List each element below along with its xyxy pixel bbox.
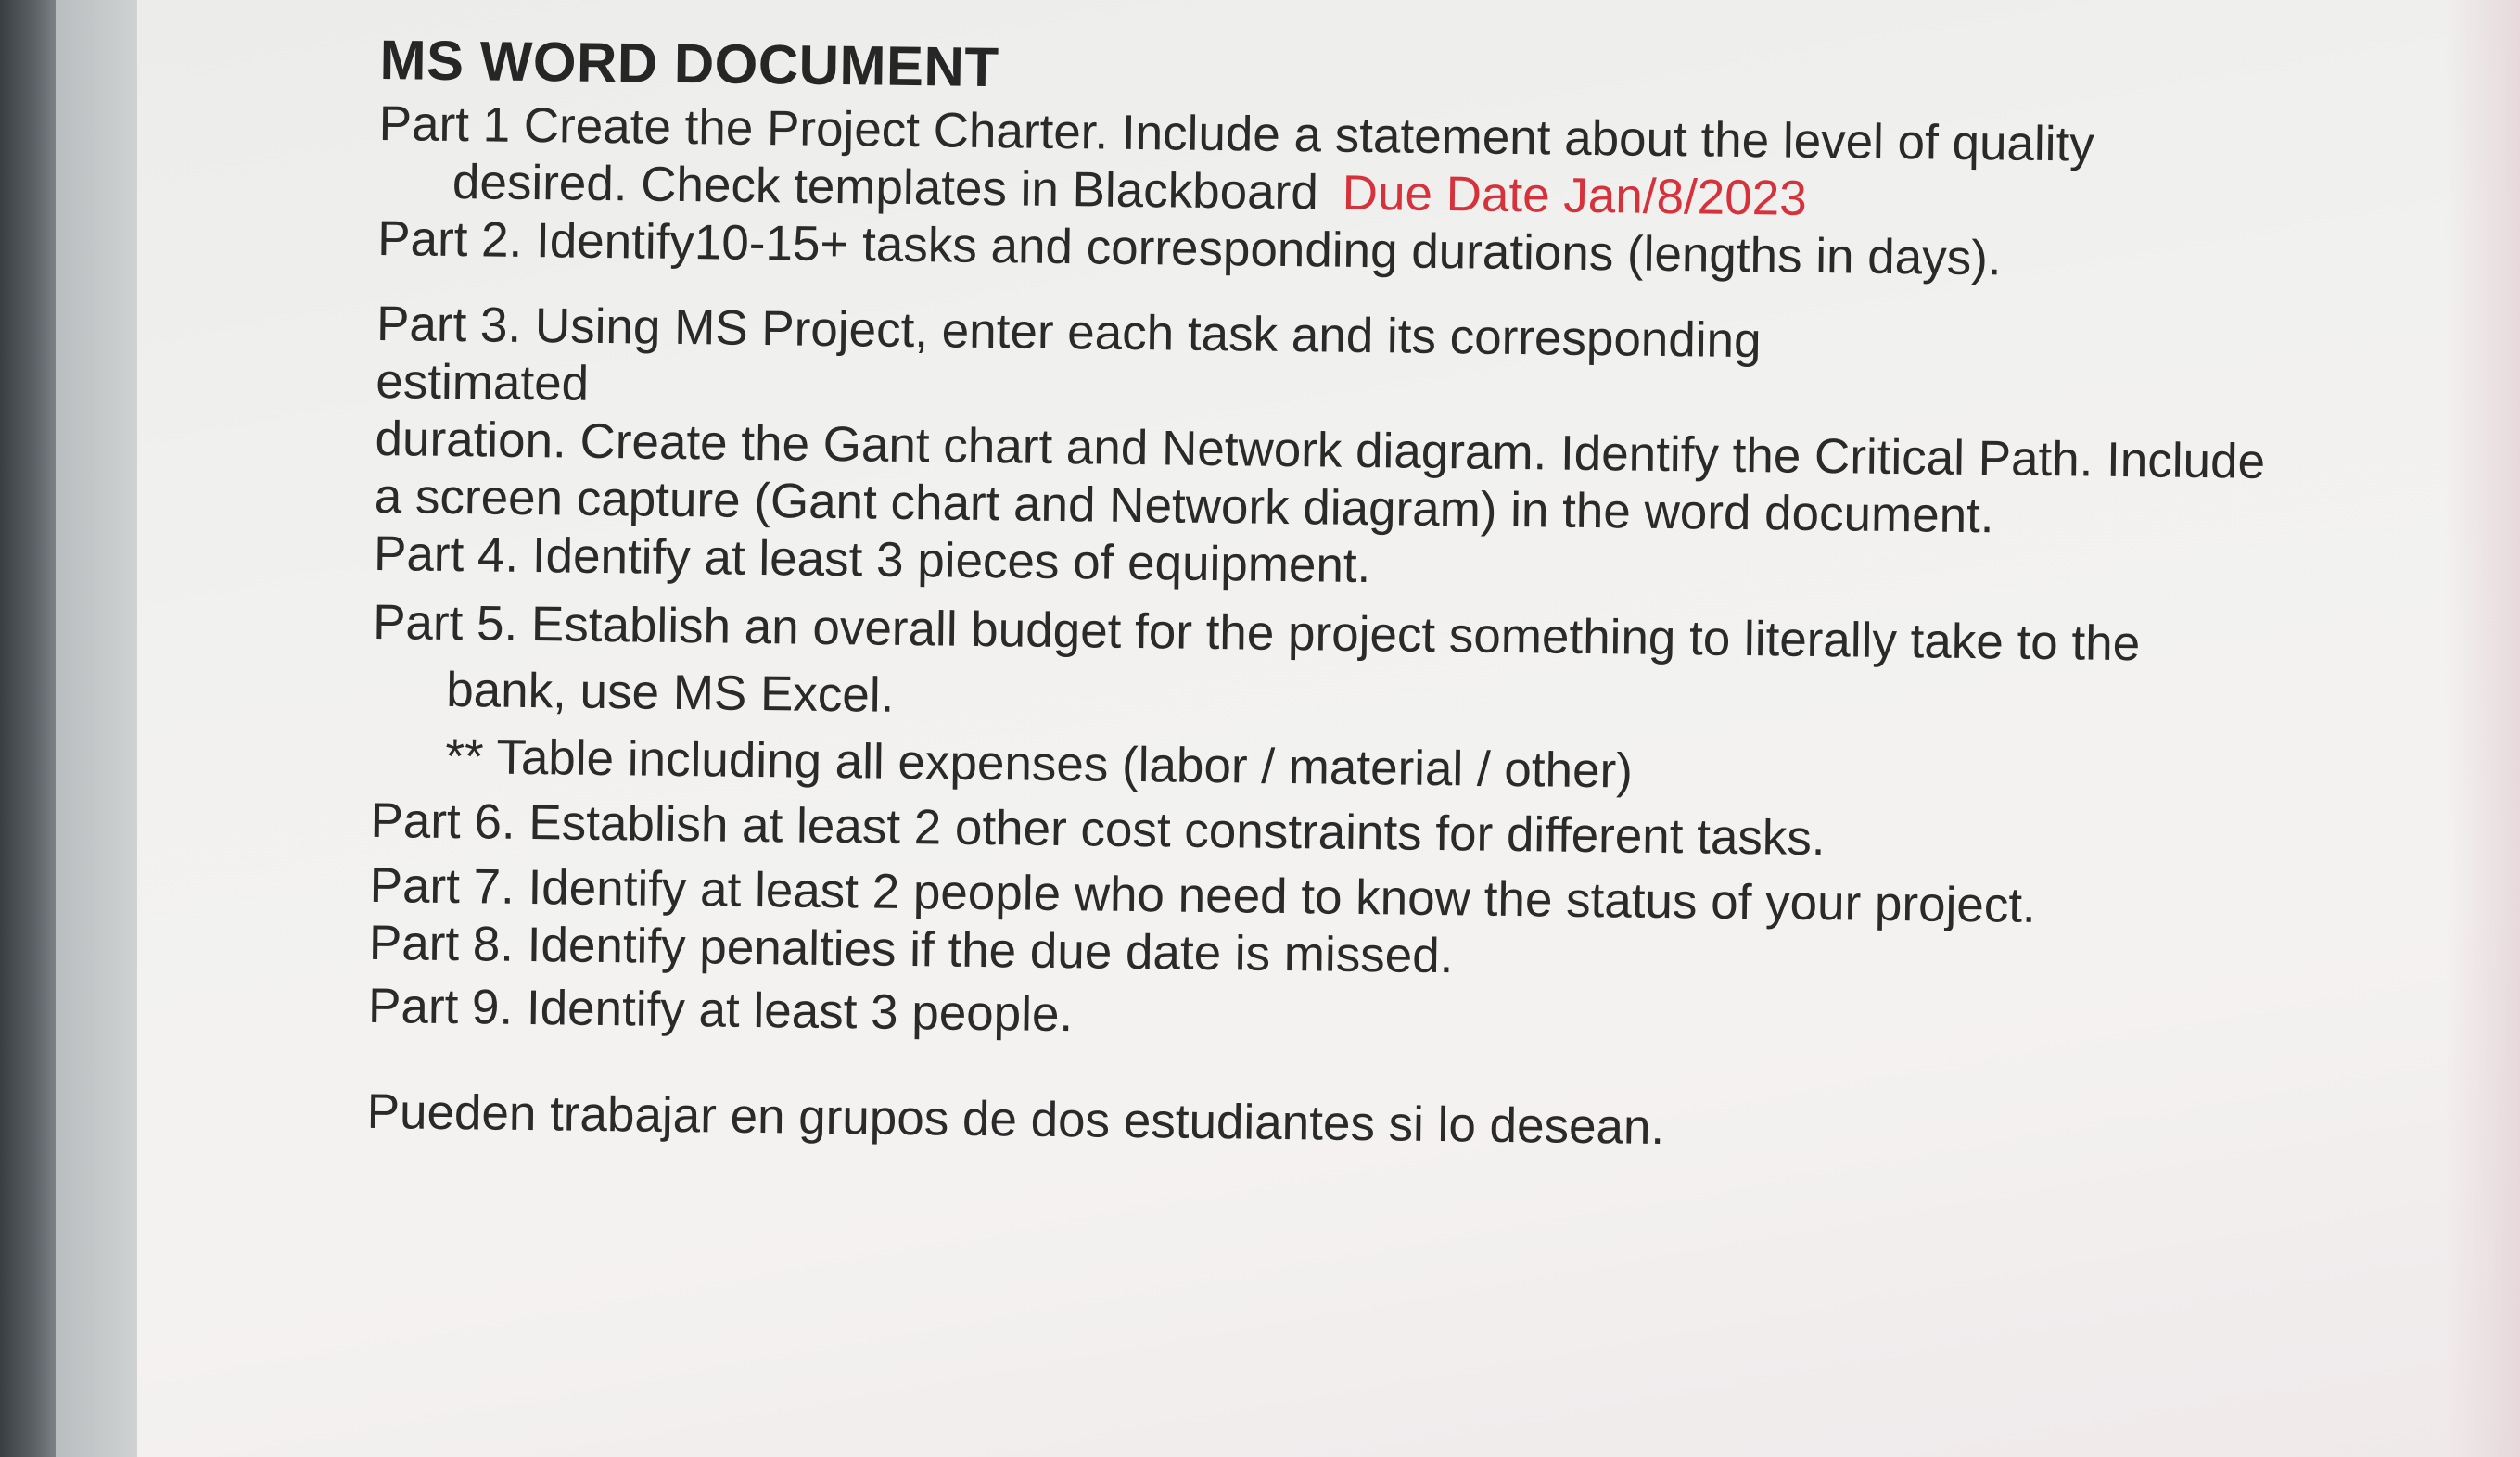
part3-line1: Part 3. Using MS Project, enter each task and its corresponding — [375, 296, 1762, 369]
part3-line2: estimated — [375, 353, 590, 412]
part9-line: Part 9. Identify at least 3 people. — [367, 978, 1074, 1043]
spanish-note: Pueden trabajar en grupos de dos estudiantes si lo desean. — [366, 1083, 1665, 1156]
part3-line4: a screen capture (Gant chart and Network diagram) in the word document. — [374, 468, 1994, 544]
part1-cont-text: desired. Check templates in Blackboard — [452, 154, 1319, 221]
monitor-bezel — [0, 0, 56, 1457]
window-frame — [56, 0, 139, 1457]
due-date: Due Date Jan/8/2023 — [1342, 165, 1808, 226]
document-title: MS WORD DOCUMENT — [379, 28, 999, 99]
part1-text: Part 1 Create the Project Charter. Include a statement about the level of quality — [378, 95, 2095, 172]
part4-line: Part 4. Identify at least 3 pieces of equipment. — [373, 526, 1371, 594]
part8-line: Part 8. Identify penalties if the due date is missed. — [368, 915, 1454, 984]
part5-line2: bank, use MS Excel. — [445, 662, 895, 723]
document-page[interactable] — [137, 0, 2520, 1457]
part6-line: Part 6. Establish at least 2 other cost constraints for different tasks. — [370, 792, 1826, 867]
part3-line3: duration. Create the Gant chart and Network diagram. Identify the Critical Path. Include — [375, 411, 2266, 489]
document-body — [366, 28, 2513, 1167]
part2-line: Part 2. Identify10-15+ tasks and corresponding durations (lengths in days). — [376, 210, 2002, 286]
part5-bullet: ** Table including all expenses (labor / material / other) — [445, 728, 1634, 799]
part5-line1: Part 5. Establish an overall budget for the project something to literally take to the — [372, 594, 2141, 672]
part7-line: Part 7. Identify at least 2 people who need to know the status of your project. — [369, 857, 2037, 933]
